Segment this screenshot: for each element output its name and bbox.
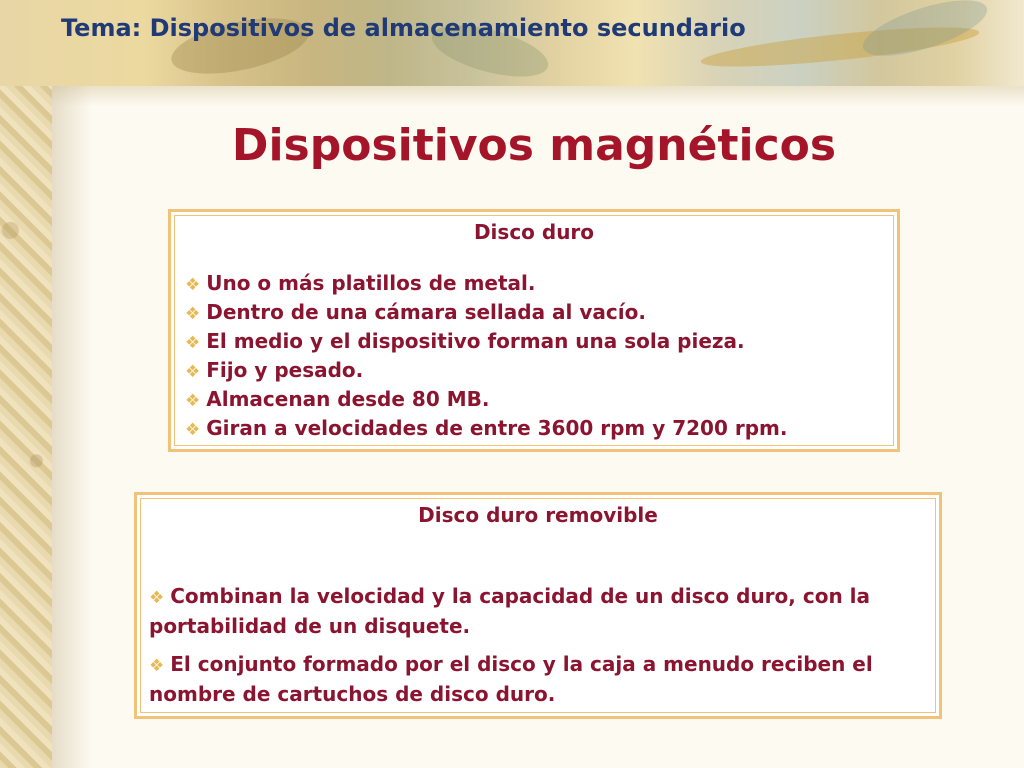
list-item	[185, 415, 883, 444]
list-item	[149, 582, 927, 640]
hard-disk-list	[185, 270, 883, 444]
diamond-bullet-icon: ❖	[149, 656, 165, 676]
diamond-bullet-icon: ❖	[185, 391, 201, 411]
hard-disk-heading: Disco duro	[473, 220, 595, 244]
list-item	[185, 357, 883, 386]
list-item-text: Uno o más platillos de metal.	[206, 271, 536, 295]
list-item-text: Almacenan desde 80 MB.	[206, 387, 490, 411]
left-shadow	[52, 86, 92, 768]
list-item	[149, 650, 927, 708]
list-item	[185, 328, 883, 357]
list-item-text: Combinan la velocidad y la capacidad de un disco duro, con la portabilidad de un disquete.	[149, 584, 870, 638]
list-item	[185, 299, 883, 328]
hard-disk-box	[168, 209, 900, 452]
list-item	[185, 270, 883, 299]
decorative-left-strip	[0, 0, 52, 768]
list-item-text: Fijo y pesado.	[206, 358, 364, 382]
diamond-bullet-icon: ❖	[149, 588, 165, 608]
removable-disk-box	[134, 492, 942, 719]
diamond-bullet-icon: ❖	[185, 304, 201, 324]
list-item	[185, 386, 883, 415]
decorative-header-band	[0, 0, 1024, 86]
list-item-text: Dentro de una cámara sellada al vacío.	[206, 300, 646, 324]
list-item-text: Giran a velocidades de entre 3600 rpm y 7200 rpm.	[206, 416, 788, 440]
diamond-bullet-icon: ❖	[185, 275, 201, 295]
list-item-text: El conjunto formado por el disco y la caja a menudo reciben el nombre de cartuchos de disco duro.	[149, 652, 873, 706]
removable-disk-list	[149, 582, 927, 708]
topic-header: Tema: Dispositivos de almacenamiento secundario	[61, 14, 746, 42]
diamond-bullet-icon: ❖	[185, 362, 201, 382]
removable-disk-heading: Disco duro removible	[418, 503, 658, 527]
list-item-text: El medio y el dispositivo forman una sola pieza.	[206, 329, 745, 353]
diamond-bullet-icon: ❖	[185, 420, 201, 440]
diamond-bullet-icon: ❖	[185, 333, 201, 353]
slide-title: Dispositivos magnéticos	[231, 120, 837, 171]
header-shadow	[52, 86, 1024, 106]
